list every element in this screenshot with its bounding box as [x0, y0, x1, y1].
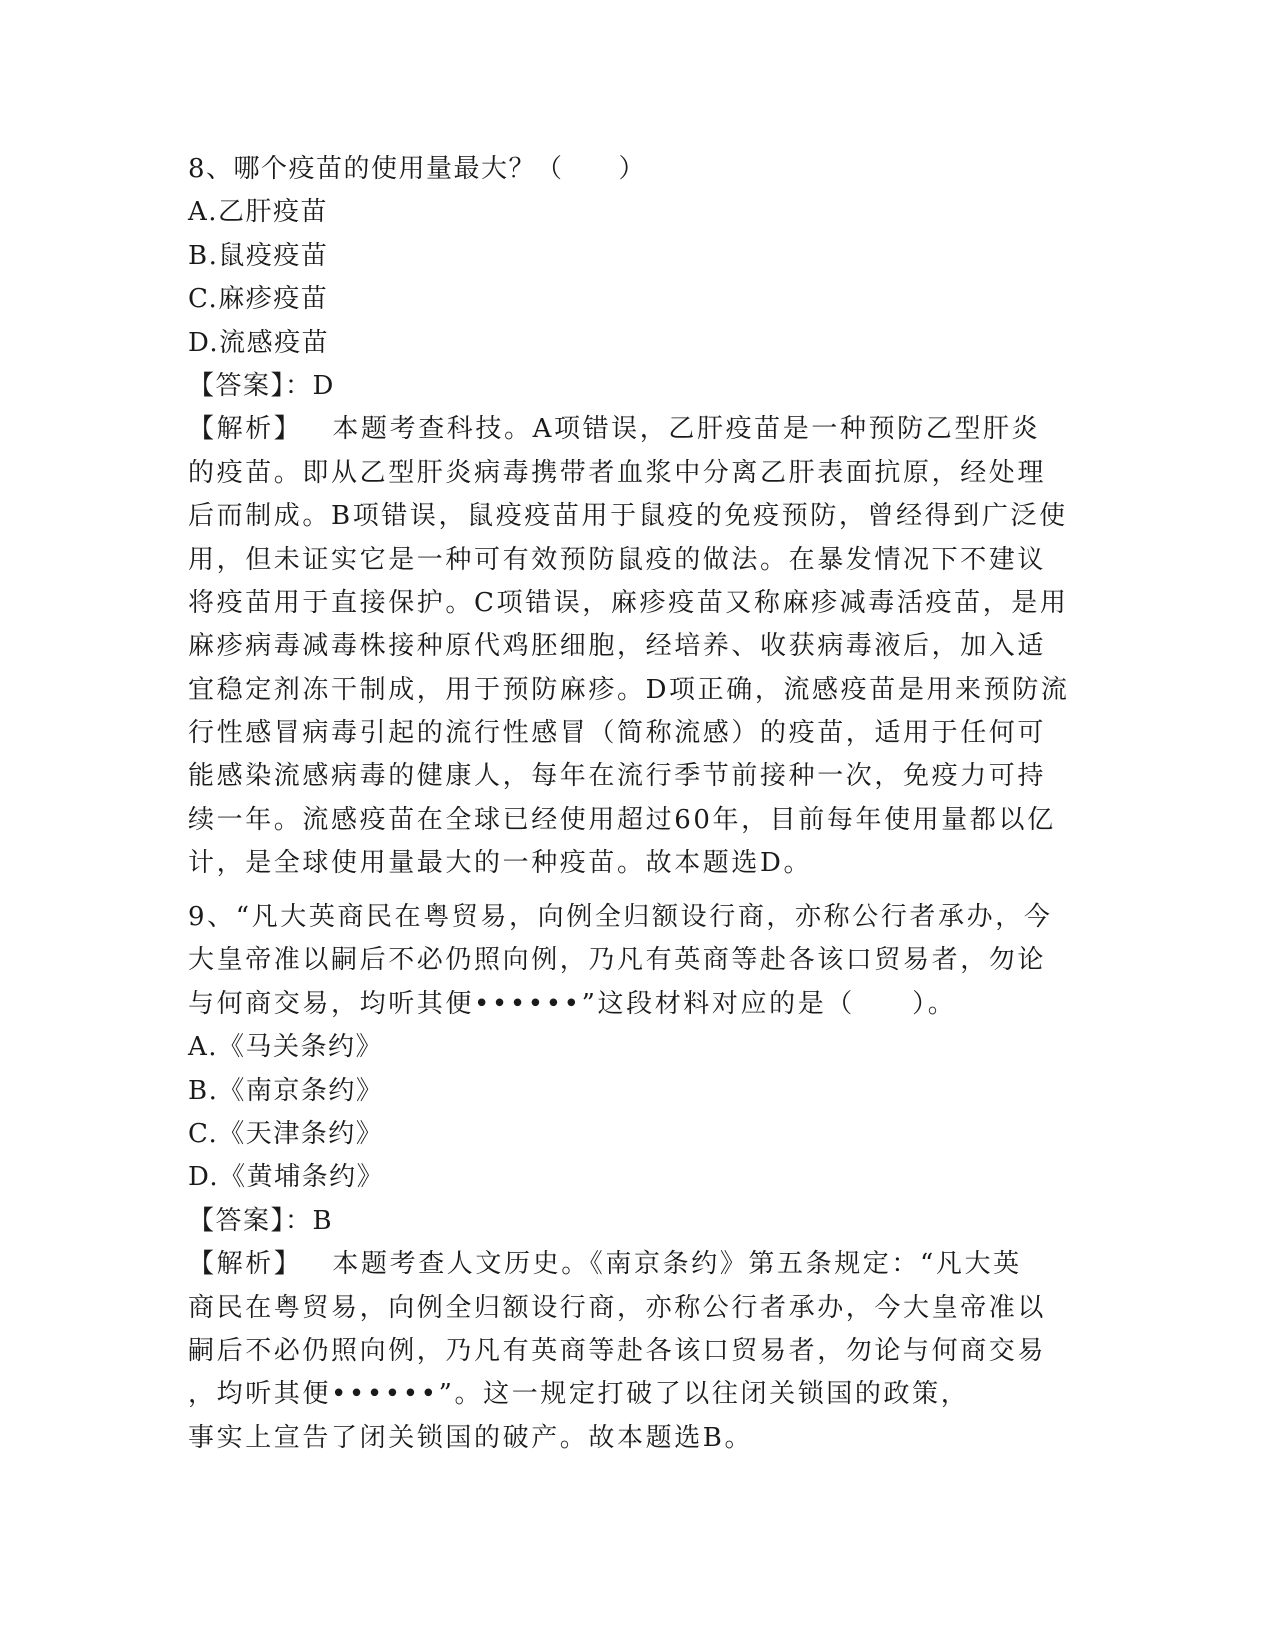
question-9 [188, 896, 1088, 1460]
explanation-line: 商民在粤贸易，向例全归额设行商，亦称公行者承办，今大皇帝准以 [188, 1292, 1047, 1323]
option-b: B.《南京条约》 [188, 1075, 384, 1106]
explanation-label: 【解析】 [188, 1249, 303, 1280]
option-a: A.《马关条约》 [188, 1032, 384, 1063]
option-c: C.麻疹疫苗 [188, 284, 329, 315]
question-stem: 8、哪个疫苗的使用量最大？（ ） [188, 154, 647, 184]
explanation-line: 续一年。流感疫苗在全球已经使用超过60年，目前每年使用量都以亿 [188, 804, 1056, 835]
explanation-label: 【解析】 [188, 414, 303, 445]
answer-value: B [312, 1205, 334, 1236]
question-stem: 大皇帝准以嗣后不必仍照向例，乃凡有英商等赴各该口贸易者，勿论 [188, 945, 1047, 976]
answer-line [188, 1200, 1088, 1243]
explanation-line: 能感染流感病毒的健康人，每年在流行季节前接种一次，免疫力可持 [188, 761, 1047, 792]
explanation-line [188, 1243, 1088, 1286]
option-d: D.流感疫苗 [188, 327, 330, 358]
explanation-text: 本题考查科技。A项错误，乙肝疫苗是一种预防乙型肝炎 [332, 414, 1041, 445]
option-d: D.《黄埔条约》 [188, 1162, 385, 1193]
explanation-line: ，均听其便••••••”。这一规定打破了以往闭关锁国的政策， [188, 1379, 970, 1410]
explanation-text: 本题考查人文历史。《南京条约》第五条规定：“凡大英 [332, 1249, 1022, 1280]
explanation-line: 事实上宣告了闭关锁国的破产。故本题选B。 [188, 1422, 754, 1453]
option-b: B.鼠疫疫苗 [188, 240, 329, 271]
answer-line [188, 365, 1088, 408]
option-c: C.《天津条约》 [188, 1118, 384, 1149]
explanation-line: 计，是全球使用量最大的一种疫苗。故本题选D。 [188, 848, 813, 879]
answer-label: 【答案】： [188, 370, 313, 401]
answer-label: 【答案】： [188, 1205, 313, 1236]
explanation-line: 行性感冒病毒引起的流行性感冒（简称流感）的疫苗，适用于任何可 [188, 718, 1047, 749]
answer-value: D [312, 370, 335, 401]
explanation-line: 的疫苗。即从乙型肝炎病毒携带者血浆中分离乙肝表面抗原，经处理 [188, 457, 1047, 488]
question-stem: 9、“凡大英商民在粤贸易，向例全归额设行商，亦称公行者承办，今 [188, 902, 1053, 932]
explanation-line [188, 408, 1088, 451]
explanation-line: 宜稳定剂冻干制成，用于预防麻疹。D项正确，流感疫苗是用来预防流 [188, 674, 1070, 705]
explanation-line: 后而制成。B项错误，鼠疫疫苗用于鼠疫的免疫预防，曾经得到广泛使 [188, 501, 1068, 532]
question-stem: 与何商交易，均听其便••••••”这段材料对应的是（ ）。 [188, 988, 957, 1019]
explanation-line: 麻疹病毒减毒株接种原代鸡胚细胞，经培养、收获病毒液后，加入适 [188, 631, 1047, 662]
explanation-line: 嗣后不必仍照向例，乃凡有英商等赴各该口贸易者，勿论与何商交易 [188, 1335, 1047, 1366]
explanation-line: 用，但未证实它是一种可有效预防鼠疫的做法。在暴发情况下不建议 [188, 544, 1047, 575]
option-a: A.乙肝疫苗 [188, 197, 329, 228]
explanation-line: 将疫苗用于直接保护。C项错误，麻疹疫苗又称麻疹减毒活疫苗，是用 [188, 587, 1069, 618]
question-8 [188, 148, 1088, 886]
